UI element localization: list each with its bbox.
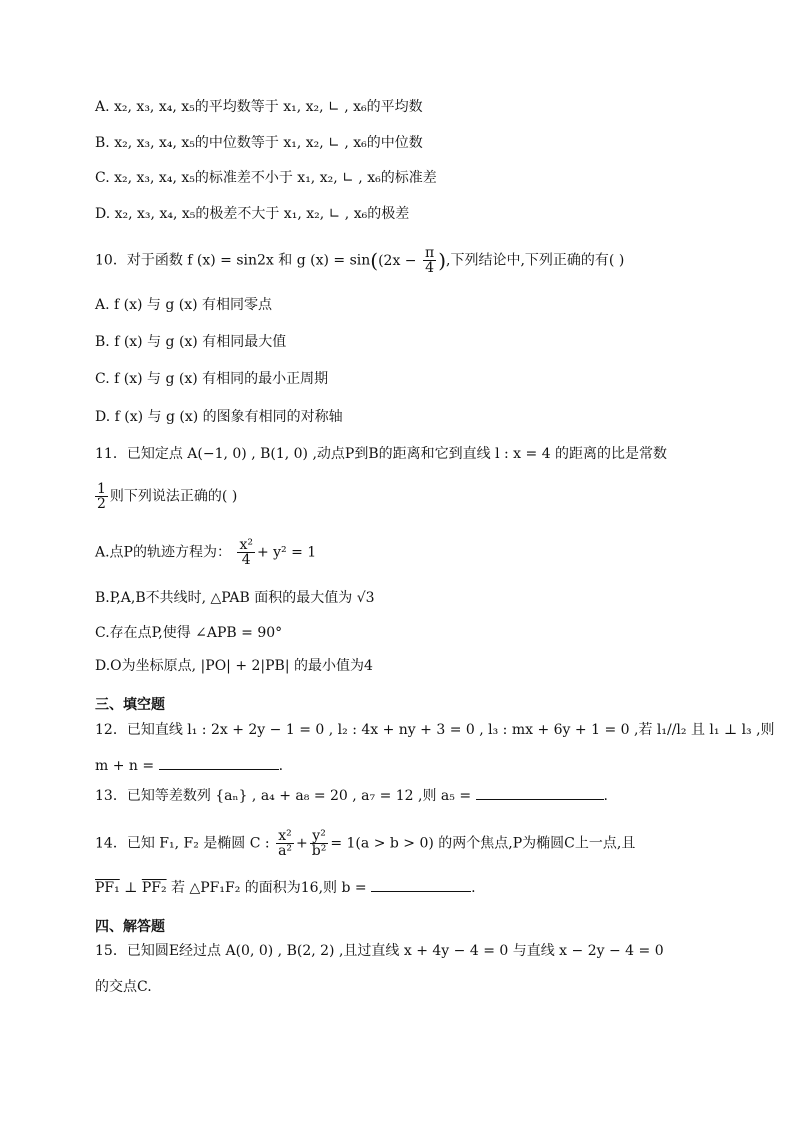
q14-d2: b² bbox=[311, 843, 327, 859]
q10-pi: π bbox=[425, 245, 435, 261]
q14-end: . bbox=[471, 880, 476, 896]
q11-frac-num: 1 bbox=[97, 481, 106, 497]
q14-pre: 14．已知 F₁, F₂ 是椭圆 C : bbox=[95, 835, 270, 852]
q10-stem-post: ,下列结论中,下列正确的有( ) bbox=[446, 252, 625, 269]
q10-stem bbox=[95, 246, 704, 275]
q14-d1: a² bbox=[278, 843, 293, 859]
q14-frac-x bbox=[276, 829, 294, 858]
q14-plus: + bbox=[296, 835, 308, 852]
q13-line bbox=[95, 786, 704, 806]
q14-n1: x² bbox=[276, 829, 294, 844]
q9-option-d: D. x₂, x₃, x₄, x₅的极差不大于 x₁, x₂, ∟ , x₆的极差 bbox=[95, 206, 410, 222]
section-fill-in: 三、填空题 bbox=[95, 697, 165, 713]
q12-line1: 12．已知直线 l₁ : 2x + 2y − 1 = 0 , l₂ : 4x + ny + 3 = 0 , l₃ : mx + 6y + 1 = 0 ,若 l₁//l₂ 且 l₁ ⊥ l₃ ,则 bbox=[95, 722, 775, 738]
q12-lhs: m + n = bbox=[95, 758, 155, 774]
q11-stem-2 bbox=[95, 482, 704, 511]
q14-post: = 1(a > b > 0) 的两个焦点,P为椭圆C上一点,且 bbox=[330, 835, 636, 852]
q11-option-c: C.存在点P,使得 ∠APB = 90° bbox=[95, 625, 283, 641]
q11-a-den: 4 bbox=[241, 552, 251, 568]
q12-end: . bbox=[278, 758, 284, 774]
q11-a-pre: A.点P的轨迹方程为： bbox=[95, 544, 231, 561]
q12-blank[interactable] bbox=[159, 769, 279, 770]
q14-blank[interactable] bbox=[371, 891, 471, 892]
q12-line2 bbox=[95, 756, 704, 776]
q13-blank[interactable] bbox=[476, 799, 604, 800]
q10-option-d: D. f (x) 与 g (x) 的图象有相同的对称轴 bbox=[95, 409, 343, 425]
q14-vector-pf2: PF₂ bbox=[141, 880, 167, 896]
q14-line2-text: 若 △PF₁F₂ 的面积为16,则 b = bbox=[171, 880, 367, 896]
q10-four: 4 bbox=[425, 260, 435, 276]
q15-line1: 15．已知圆E经过点 A(0, 0) , B(2, 2) ,且过直线 x + 4y − 4 = 0 与直线 x − 2y − 4 = 0 bbox=[95, 943, 664, 959]
q13-text: 13．已知等差数列 {aₙ} , a₄ + a₈ = 20 , a₇ = 12 ,则 a₅ = bbox=[95, 788, 472, 804]
q10-option-c: C. f (x) 与 g (x) 有相同的最小正周期 bbox=[95, 371, 329, 387]
q11-frac-den: 2 bbox=[97, 496, 106, 512]
q14-frac-y bbox=[310, 829, 329, 858]
q11-a-post: + y² = 1 bbox=[256, 544, 317, 561]
q14-n2: y² bbox=[310, 829, 329, 844]
q10-option-a: A. f (x) 与 g (x) 有相同零点 bbox=[95, 297, 273, 313]
q11-option-b: B.P,A,B不共线时, △PAB 面积的最大值为 √3 bbox=[95, 590, 375, 606]
q10-inner-text: (2x − bbox=[378, 252, 417, 269]
q13-end: . bbox=[603, 788, 608, 804]
q9-option-c: C. x₂, x₃, x₄, x₅的标准差不小于 x₁, x₂, ∟ , x₆的标准差 bbox=[95, 170, 437, 186]
q10-pi-fraction bbox=[423, 246, 436, 275]
q11-a-fraction bbox=[237, 538, 255, 567]
q14-line1 bbox=[95, 829, 704, 858]
q15-line2: 的交点C. bbox=[95, 979, 152, 995]
q14-line2 bbox=[95, 878, 704, 898]
q10-option-b: B. f (x) 与 g (x) 有相同最大值 bbox=[95, 334, 287, 350]
q11-stem: 11．已知定点 A(−1, 0) , B(1, 0) ,动点P到B的距离和它到直线 l : x = 4 的距离的比是常数 bbox=[95, 446, 668, 462]
q14-perp: ⊥ bbox=[124, 880, 138, 896]
q11-fraction bbox=[95, 482, 108, 511]
q9-option-a: A. x₂, x₃, x₄, x₅的平均数等于 x₁, x₂, ∟ , x₆的平均数 bbox=[95, 99, 423, 115]
q9-option-b: B. x₂, x₃, x₄, x₅的中位数等于 x₁, x₂, ∟ , x₆的中位数 bbox=[95, 135, 423, 151]
q11-option-d: D.O为坐标原点, |PO| + 2|PB| 的最小值为4 bbox=[95, 658, 373, 674]
q11-option-a bbox=[95, 538, 704, 567]
q10-inner bbox=[378, 245, 438, 276]
q14-vector-pf1: PF₁ bbox=[95, 880, 120, 896]
q10-paren-open: ( bbox=[370, 248, 379, 273]
q10-paren-close: ) bbox=[438, 248, 447, 273]
q11-stem2-text: 则下列说法正确的( ) bbox=[109, 488, 238, 505]
q10-stem-pre: 10．对于函数 f (x) = sin2x 和 g (x) = sin bbox=[95, 252, 371, 269]
section-solve: 四、解答题 bbox=[95, 919, 165, 935]
q11-a-num: x² bbox=[239, 537, 253, 553]
